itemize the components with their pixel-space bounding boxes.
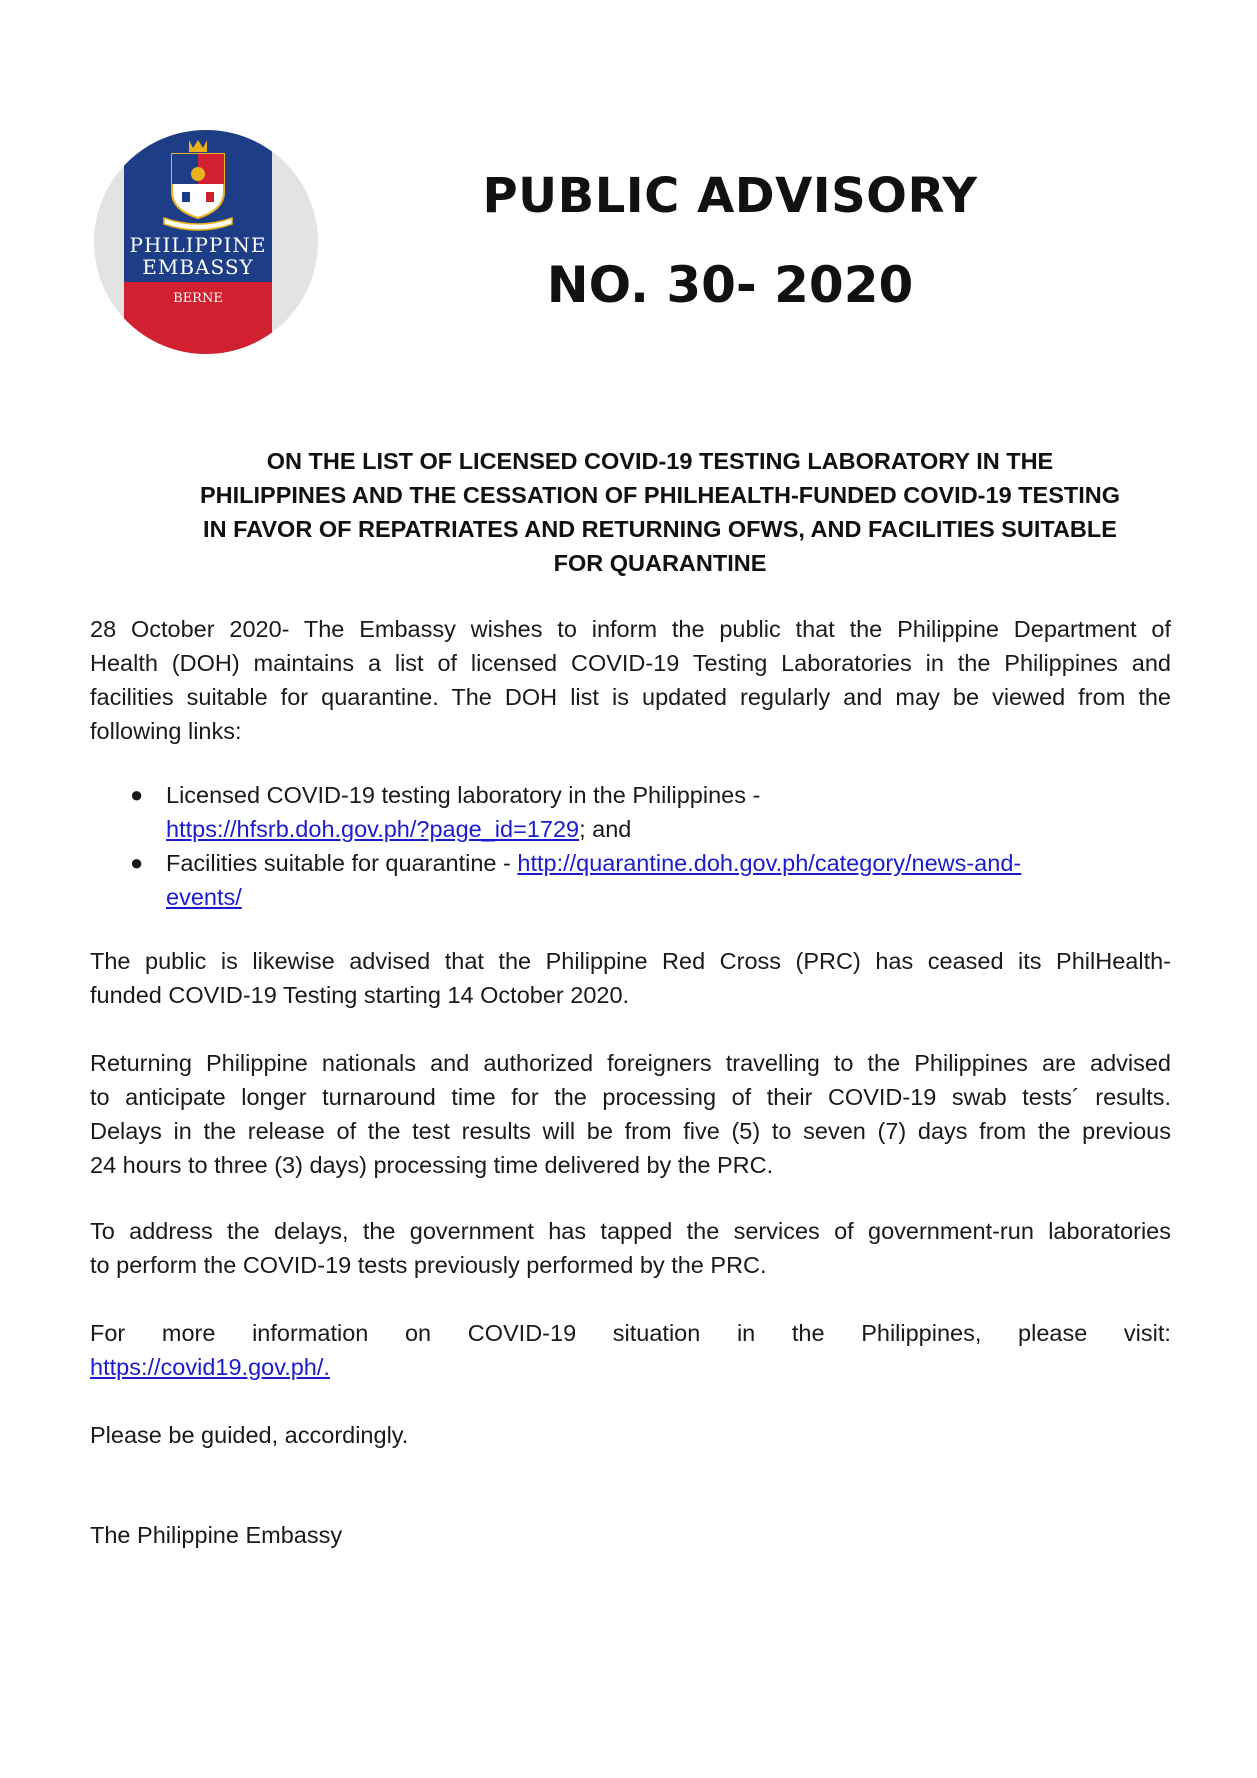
hfsrb-link[interactable]: https://hfsrb.doh.gov.ph/?page_id=1729 (166, 816, 580, 842)
signature (90, 1518, 1171, 1552)
list-item-text: Licensed COVID-19 testing laboratory in the Philippines - (166, 782, 761, 808)
intro-paragraph (90, 612, 1171, 748)
paragraph-line: To address the delays, the government has tapped the services of government-run laboratories (90, 1218, 1171, 1244)
embassy-logo (92, 122, 320, 362)
advisory-number: NO. 30- 2020 (546, 256, 914, 314)
paragraph-line: Health (DOH) maintains a list of licensed COVID-19 Testing Laboratories in the Philippines and (90, 650, 1171, 676)
subject-line: ON THE LIST OF LICENSED COVID-19 TESTING LABORATORY IN THE (266, 448, 1054, 474)
embassy-seal-icon (92, 122, 320, 362)
signature-text: The Philippine Embassy (90, 1522, 343, 1548)
word: please (1018, 1320, 1088, 1346)
bullet-icon: ● (130, 850, 144, 875)
subject-line: IN FAVOR OF REPATRIATES AND RETURNING OFWS, AND FACILITIES SUITABLE (203, 516, 1117, 542)
logo-line-2: EMBASSY (142, 255, 254, 279)
list-item-tail: ; and (579, 816, 632, 842)
word: information (252, 1320, 369, 1346)
covid19-gov-link[interactable]: https://covid19.gov.ph/. (90, 1354, 330, 1380)
paragraph-line: The public is likewise advised that the Philippine Red Cross (PRC) has ceased its PhilHealth- (90, 948, 1171, 974)
word: more (161, 1320, 216, 1346)
subject-line: FOR QUARANTINE (553, 550, 767, 576)
word: on (404, 1320, 432, 1346)
more-info-paragraph (90, 1316, 1171, 1384)
paragraph-line: following links: (90, 718, 242, 744)
bullet-icon: ● (130, 782, 144, 807)
closing-paragraph (90, 1418, 1171, 1452)
paragraph-line: facilities suitable for quarantine. The DOH list is updated regularly and may be viewed from the (90, 684, 1171, 710)
paragraph-line: funded COVID-19 Testing starting 14 October 2020. (90, 982, 630, 1008)
logo-line-3: BERNE (173, 291, 223, 306)
word: in (736, 1320, 756, 1346)
list-item (90, 846, 1171, 914)
quarantine-link[interactable]: http://quarantine.doh.gov.ph/category/news-and- (517, 850, 1022, 876)
word: visit: (1123, 1320, 1171, 1346)
word: the (791, 1320, 825, 1346)
paragraph-line: Returning Philippine nationals and authorized foreigners travelling to the Philippines are advised (90, 1050, 1171, 1076)
paragraph-line: to perform the COVID-19 tests previously performed by the PRC. (90, 1252, 767, 1278)
returning-nationals-paragraph (90, 1046, 1171, 1182)
quarantine-link-continued[interactable]: events/ (166, 884, 242, 910)
prc-paragraph (90, 944, 1171, 1012)
word: COVID-19 (467, 1320, 577, 1346)
word: For (90, 1320, 126, 1346)
paragraph-line: to anticipate longer turnaround time for the processing of their COVID-19 swab tests´ results. (90, 1084, 1171, 1110)
list-item-text: Facilities suitable for quarantine - (166, 850, 518, 876)
link-list (90, 778, 1171, 914)
paragraph-line (90, 1316, 1171, 1350)
subject-line: PHILIPPINES AND THE CESSATION OF PHILHEALTH-FUNDED COVID-19 TESTING (199, 482, 1121, 508)
paragraph-line: Please be guided, accordingly. (90, 1422, 409, 1448)
advisory-subject (150, 444, 1170, 580)
advisory-title: PUBLIC ADVISORY (482, 168, 978, 224)
paragraph-line: 28 October 2020- The Embassy wishes to inform the public that the Philippine Department of (90, 616, 1171, 642)
delays-paragraph (90, 1214, 1171, 1282)
word: situation (612, 1320, 701, 1346)
logo-line-1: PHILIPPINE (129, 233, 267, 257)
paragraph-line: 24 hours to three (3) days) processing time delivered by the PRC. (90, 1152, 774, 1178)
paragraph-line: Delays in the release of the test results will be from five (5) to seven (7) days from the previous (90, 1118, 1171, 1144)
word: Philippines, (861, 1320, 982, 1346)
list-item (90, 778, 1171, 846)
